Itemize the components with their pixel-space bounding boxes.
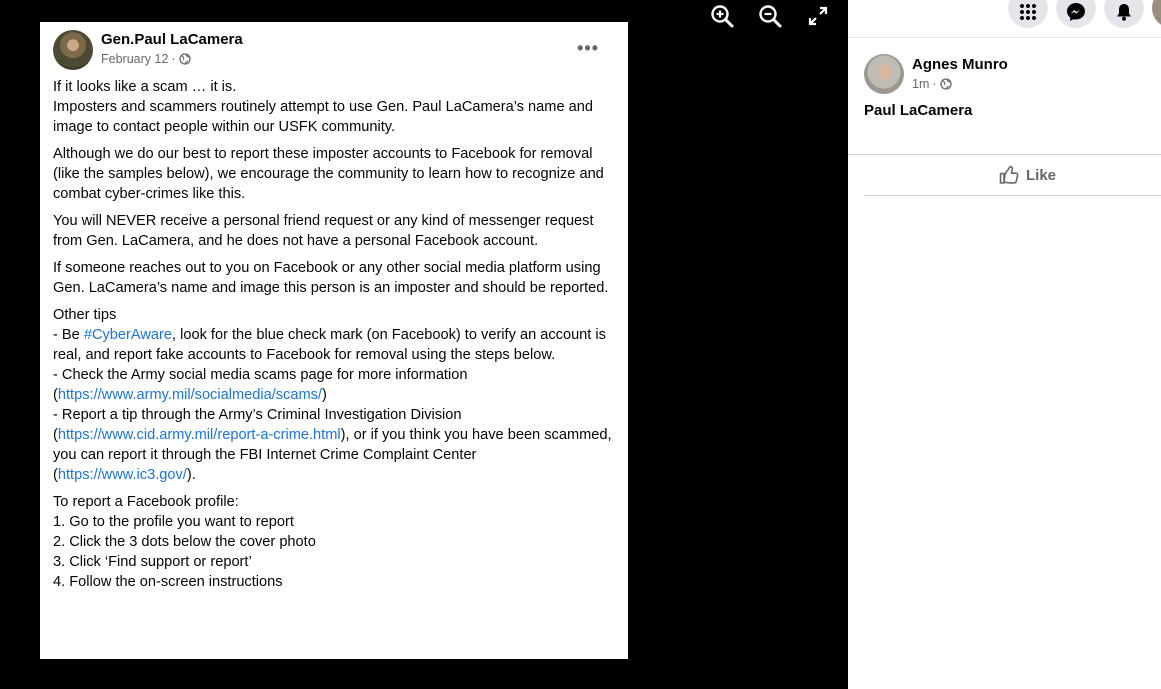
post-header [53, 30, 613, 70]
messenger-icon [1066, 2, 1086, 22]
meta-separator: · [932, 77, 937, 91]
intro-text: Imposters and scammers routinely attempt to use Gen. Paul LaCamera’s name and image to contact people within our USFK community. [53, 99, 593, 135]
tip-text: - Be [53, 327, 84, 343]
globe-icon [179, 53, 191, 65]
army-scams-link: https://www.army.mil/socialmedia/scams/ [57, 387, 322, 403]
tip-text: ), or if you think you have been scammed, you can report it through the FBI Internet Crime Complaint Center ( [53, 427, 612, 483]
commenter-avatar[interactable] [864, 54, 904, 94]
divider [864, 195, 1161, 196]
post-meta [101, 52, 191, 66]
step-item: 2. Click the 3 dots below the cover photo [53, 534, 316, 550]
report-heading: To report a Facebook profile: [53, 494, 239, 510]
meta-separator: · [171, 52, 176, 66]
paragraph [53, 77, 618, 137]
bell-icon [1114, 2, 1134, 22]
ic3-link: https://www.ic3.gov/ [57, 467, 187, 483]
profile-avatar-button[interactable] [1152, 0, 1161, 28]
tip-text: - Check the Army social media scams page for more information ( [53, 367, 468, 403]
paragraph: If someone reaches out to you on Facebook or any other social media platform using Gen. LaCamera’s name and image this person is an imposter and should be reported. [53, 260, 609, 296]
divider [848, 154, 1161, 155]
hashtag-link: #CyberAware [83, 327, 172, 343]
messenger-button[interactable] [1056, 0, 1096, 28]
author-avatar [53, 30, 93, 70]
post-author: Gen.Paul LaCamera [101, 31, 243, 48]
zoom-out-icon[interactable] [757, 3, 783, 29]
intro-line: If it looks like a scam … it is. [53, 79, 237, 95]
tip-text: - Report a tip through the Army’s Criminal Investigation Division ( [53, 407, 462, 443]
tips-heading: Other tips [53, 307, 117, 323]
step-item: 4. Follow the on-screen instructions [53, 574, 283, 590]
comment-sidebar [848, 0, 1161, 689]
thumbs-up-icon [998, 164, 1020, 186]
comment-text: Paul LaCamera [864, 102, 973, 119]
tips-paragraph [53, 305, 618, 485]
comment-meta [912, 77, 952, 91]
like-label: Like [1026, 166, 1057, 184]
report-paragraph [53, 492, 618, 592]
paragraph: You will NEVER receive a personal friend request or any kind of messenger request from Gen. LaCamera, and he does not have a personal Facebook account. [53, 213, 594, 249]
step-item: 1. Go to the profile you want to report [53, 514, 294, 530]
zoom-in-icon[interactable] [709, 3, 735, 29]
grid-menu-icon [1018, 2, 1038, 22]
post-screenshot [40, 22, 628, 659]
post-body [53, 77, 618, 599]
like-button[interactable] [998, 164, 1056, 186]
cid-link: https://www.cid.army.mil/report-a-crime.html [57, 427, 341, 443]
commenter-name[interactable]: Agnes Munro [912, 56, 1008, 73]
tip-text: ). [186, 467, 196, 483]
fullscreen-icon[interactable] [805, 3, 831, 29]
menu-button[interactable] [1008, 0, 1048, 28]
post-date: February 12 [101, 52, 169, 66]
more-options-icon: ••• [577, 38, 599, 58]
step-item: 3. Click ‘Find support or report’ [53, 554, 252, 570]
top-nav [848, 0, 1161, 38]
tip-text: , look for the blue check mark (on Facebook) to verify an account is real, and report fake accounts to Facebook for removal using the steps below. [53, 327, 606, 363]
globe-icon [940, 78, 952, 90]
comment-time[interactable]: 1m [912, 77, 930, 91]
notifications-button[interactable] [1104, 0, 1144, 28]
paragraph: Although we do our best to report these imposter accounts to Facebook for removal (like the samples below), we encourage the community to learn how to recognize and combat cyber-crimes like this. [53, 146, 604, 202]
tip-text: ) [321, 387, 327, 403]
